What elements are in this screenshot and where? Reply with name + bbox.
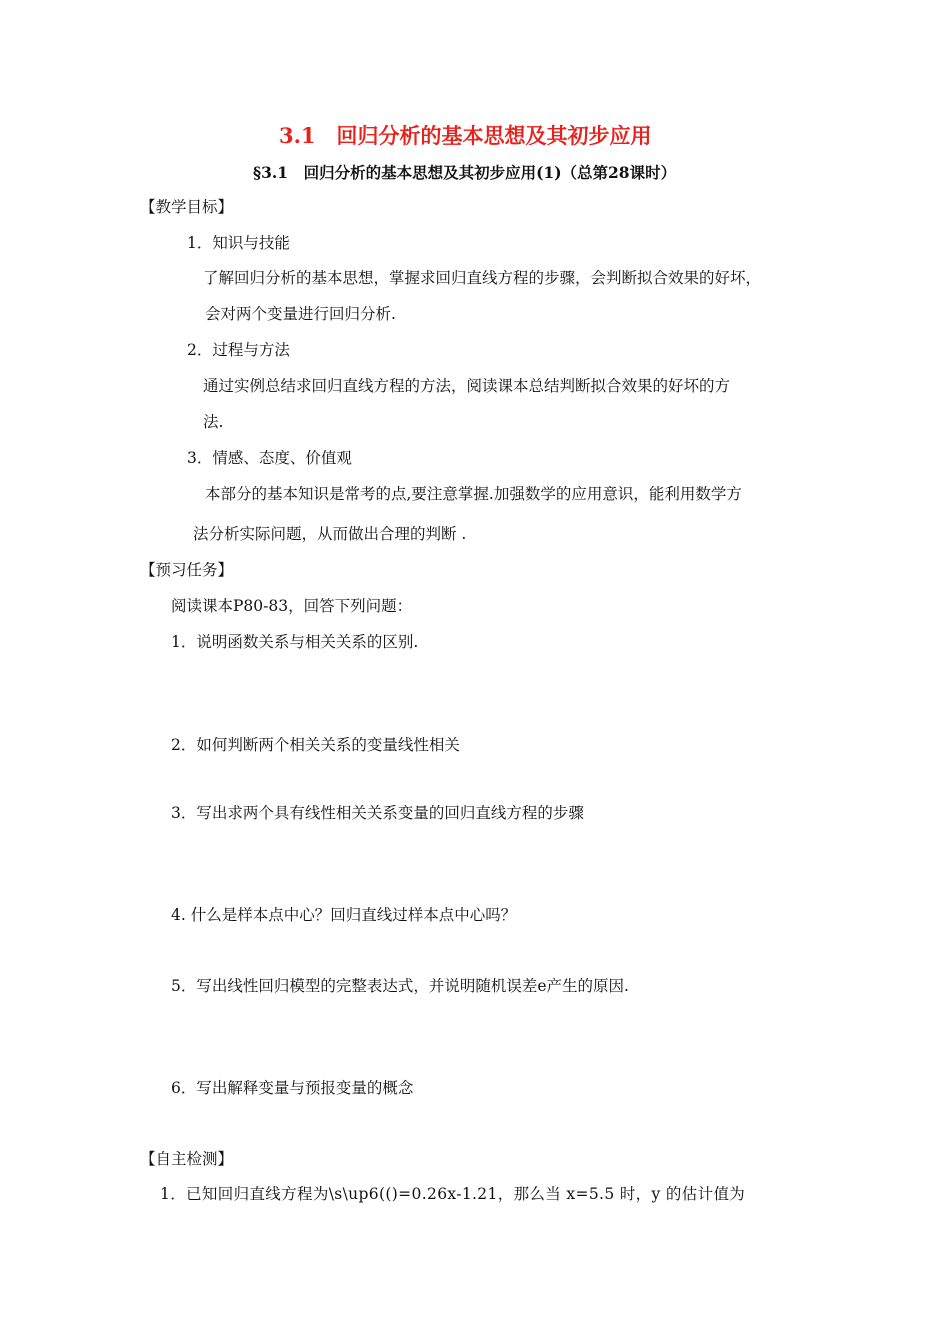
section-heading-goals: 【教学目标】	[140, 198, 234, 216]
preview-intro: 阅读课本P80-83，回答下列问题：	[171, 597, 413, 615]
page-title: 3.1 回归分析的基本思想及其初步应用	[279, 123, 652, 148]
page-subtitle: §3.1 回归分析的基本思想及其初步应用(1)（总第28课时）	[253, 163, 677, 182]
goal-item-2-line-2: 法.	[203, 413, 224, 431]
goal-item-1-line-2: 会对两个变量进行回归分析.	[205, 305, 396, 323]
preview-question-6: 6．写出解释变量与预报变量的概念	[171, 1079, 414, 1097]
goal-item-2-line-1: 通过实例总结求回归直线方程的方法，阅读课本总结判断拟合效果的好坏的方	[203, 377, 731, 395]
selftest-question-1: 1．已知回归直线方程为\s\up6(()=0.26x-1.21，那么当 x=5.5 时，y 的估计值为	[160, 1185, 746, 1203]
preview-question-3: 3．写出求两个具有线性相关关系变量的回归直线方程的步骤	[171, 804, 584, 822]
preview-question-5: 5．写出线性回归模型的完整表达式，并说明随机误差e产生的原因.	[171, 977, 629, 995]
preview-question-1: 1．说明函数关系与相关关系的区别.	[171, 633, 419, 651]
goal-item-3-line-2: 法分析实际问题，从而做出合理的判断 .	[193, 525, 467, 543]
preview-question-2: 2．如何判断两个相关关系的变量线性相关	[171, 736, 460, 754]
goal-item-1-line-1: 了解回归分析的基本思想，掌握求回归直线方程的步骤，会判断拟合效果的好坏，	[203, 269, 762, 287]
goal-item-1-title: 1．知识与技能	[187, 234, 290, 252]
goal-item-3-line-1: 本部分的基本知识是常考的点,要注意掌握.加强数学的应用意识，能利用数学方	[205, 485, 742, 503]
section-heading-preview: 【预习任务】	[140, 561, 234, 579]
goal-item-3-title: 3．情感、态度、价值观	[187, 449, 352, 467]
goal-item-2-title: 2．过程与方法	[187, 341, 290, 359]
section-heading-selftest: 【自主检测】	[140, 1150, 234, 1168]
preview-question-4: 4. 什么是样本点中心？回归直线过样本点中心吗？	[171, 906, 517, 924]
